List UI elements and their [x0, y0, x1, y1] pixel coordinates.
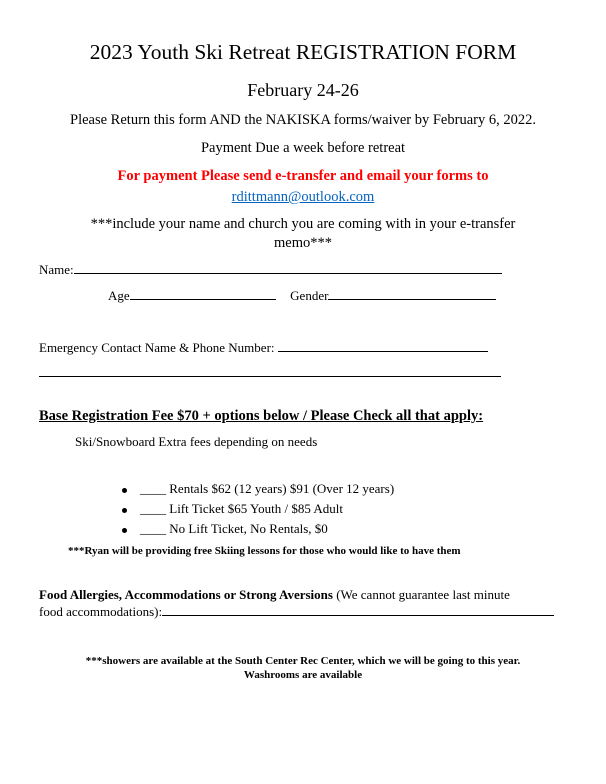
- option-blank[interactable]: ____: [140, 501, 166, 516]
- bullet-icon: [122, 488, 127, 493]
- allergies-label: Food Allergies, Accommodations or Strong Aversions: [39, 587, 333, 602]
- washrooms-note: Washrooms are available: [243, 669, 363, 681]
- option-item: [122, 521, 328, 537]
- extra-fees-note: Ski/Snowboard Extra fees depending on needs: [75, 434, 318, 449]
- memo-note-line1: ***include your name and church you are coming with in your e-transfer: [90, 216, 516, 232]
- option-item: [122, 481, 394, 497]
- option-item: [122, 501, 343, 517]
- option-blank[interactable]: ____: [140, 481, 166, 496]
- emergency-blank[interactable]: [278, 350, 488, 352]
- page-title: 2023 Youth Ski Retreat REGISTRATION FORM: [89, 40, 517, 64]
- payment-due: Payment Due a week before retreat: [200, 140, 406, 156]
- retreat-dates: February 24-26: [247, 80, 359, 100]
- gender-label: Gender: [290, 288, 329, 303]
- lessons-note: ***Ryan will be providing free Skiing lessons for those who would like to have them: [68, 545, 461, 557]
- allergies-note: (We cannot guarantee last minute: [336, 587, 510, 602]
- name-blank[interactable]: [74, 272, 502, 274]
- allergies-row: [39, 587, 510, 603]
- return-note: Please Return this form AND the NAKISKA forms/waiver by February 6, 2022.: [70, 112, 536, 128]
- fee-heading: Base Registration Fee $70 + options below / Please Check all that apply:: [39, 408, 484, 424]
- age-gender-row: [108, 288, 496, 304]
- bullet-icon: [122, 528, 127, 533]
- option-blank[interactable]: ____: [140, 521, 166, 536]
- option-label: No Lift Ticket, No Rentals, $0: [169, 521, 328, 536]
- email-link[interactable]: rdittmann@outlook.com: [231, 189, 375, 205]
- option-label: Lift Ticket $65 Youth / $85 Adult: [169, 501, 343, 516]
- name-label: Name:: [39, 262, 74, 277]
- bullet-icon: [122, 508, 127, 513]
- showers-note: ***showers are available at the South Center Rec Center, which we will be going to this year.: [85, 655, 521, 667]
- age-label: Age: [108, 288, 130, 303]
- payment-instruction: For payment Please send e-transfer and email your forms to: [117, 168, 489, 184]
- emergency-blank-line2[interactable]: [39, 376, 501, 377]
- allergies-row-2: [39, 604, 554, 620]
- allergies-note-2: food accommodations):: [39, 604, 163, 619]
- age-blank[interactable]: [130, 298, 276, 300]
- emergency-row: [39, 340, 488, 356]
- email-row: [0, 189, 606, 206]
- allergies-blank[interactable]: [162, 614, 554, 616]
- emergency-label: Emergency Contact Name & Phone Number:: [39, 340, 275, 355]
- memo-note-line2: memo***: [274, 235, 332, 251]
- option-label: Rentals $62 (12 years) $91 (Over 12 years): [169, 481, 395, 496]
- name-field-row: [39, 262, 502, 278]
- gender-blank[interactable]: [328, 298, 496, 300]
